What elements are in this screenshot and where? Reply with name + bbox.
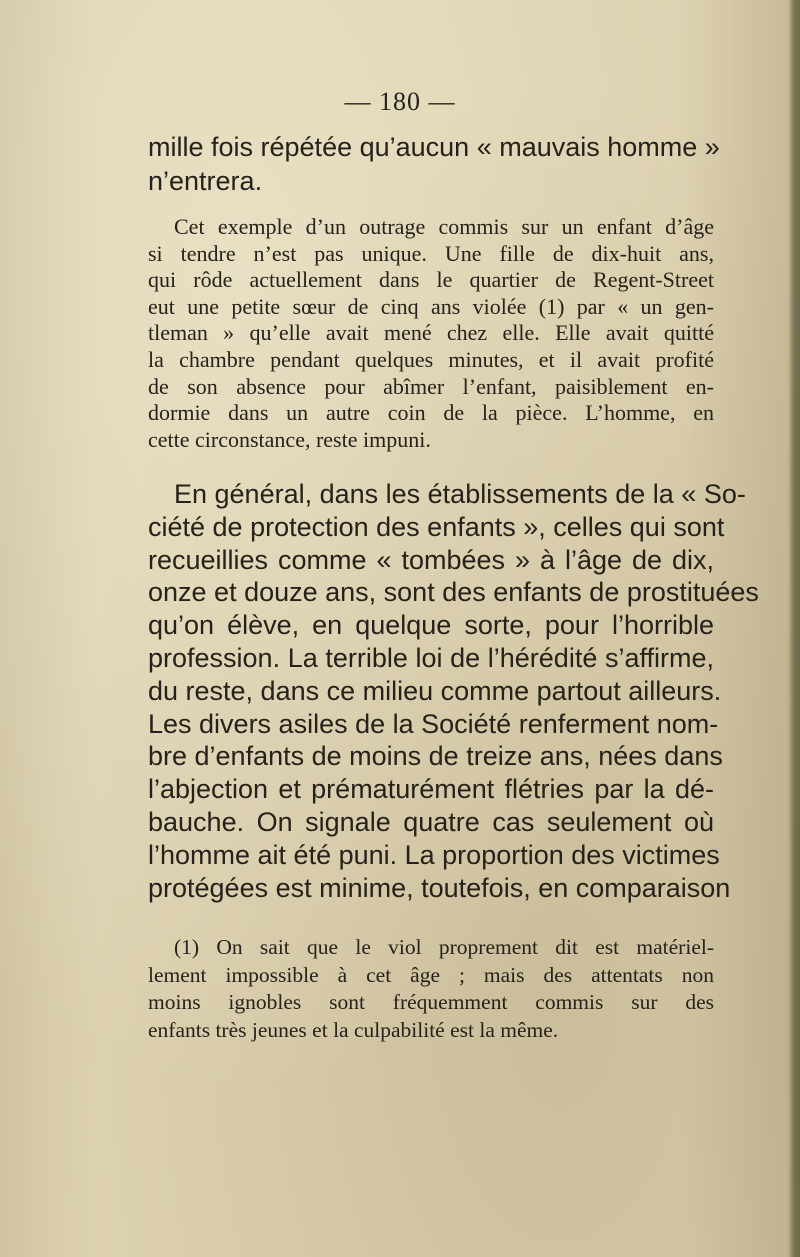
text-line: Cet exemple d’un outrage commis sur un enfant d’âge [174, 214, 714, 239]
text-line: n’entrera. [148, 166, 263, 196]
text-line: profession. La terrible loi de l’hérédité s’affirme, [148, 642, 714, 673]
footnote [148, 934, 714, 1044]
text-line: protégées est minime, toutefois, en comparaison [148, 872, 731, 903]
text-line: Les divers asiles de la Société renferment nom- [148, 708, 719, 739]
text-line: de son absence pour abîmer l’enfant, paisiblement en- [148, 373, 714, 399]
text-line: onze et douze ans, sont des enfants de prostituées [148, 577, 759, 608]
text-line: si tendre n’est pas unique. Une fille de dix-huit ans, [148, 240, 714, 266]
text-line: qui rôde actuellement dans le quartier de Regent-Street [148, 267, 714, 293]
text-line: tleman » qu’elle avait mené chez elle. Elle avait quitté [148, 320, 714, 346]
text-line: moins ignobles sont fréquemment commis sur des [148, 990, 714, 1014]
text-line: la chambre pendant quelques minutes, et il avait profité [148, 346, 714, 372]
footnote-marker: (1) [174, 935, 200, 959]
text-line: l’abjection et prématurément flétries par la dé- [148, 774, 714, 805]
text-line: dormie dans un autre coin de la pièce. L’homme, en [148, 400, 714, 426]
text-line: qu’on élève, en quelque sorte, pour l’horrible [148, 610, 714, 641]
text-line: enfants très jeunes et la culpabilité est la même. [148, 1017, 559, 1042]
text-line: ciété de protection des enfants », celles qui sont [148, 511, 725, 542]
text-line: du reste, dans ce milieu comme partout ailleurs. [148, 675, 722, 706]
text-line: recueillies comme « tombées » à l’âge de dix, [148, 544, 714, 575]
paragraph-example [148, 214, 714, 453]
text-line: bauche. On signale quatre cas seulement où [148, 806, 714, 837]
paragraph-general [148, 478, 759, 904]
text-line: On sait que le viol proprement dit est matériel- [216, 935, 714, 959]
text-line: lement impossible à cet âge ; mais des attentats non [148, 962, 714, 987]
paragraph-continuation [148, 130, 720, 198]
text-line: eut une petite sœur de cinq ans violée (1) par « un gen- [148, 293, 714, 319]
text-line: bre d’enfants de moins de treize ans, nées dans [148, 741, 723, 772]
text-line: En général, dans les établissements de la « So- [174, 479, 746, 509]
text-line: mille fois répétée qu’aucun « mauvais homme » [148, 132, 720, 162]
page-number: — 180 — [344, 87, 456, 116]
text-line: l’homme ait été puni. La proportion des victimes [148, 839, 720, 870]
footnote-first-line [148, 934, 714, 962]
page-edge [788, 0, 800, 1257]
text-line: cette circonstance, reste impuni. [148, 426, 431, 452]
